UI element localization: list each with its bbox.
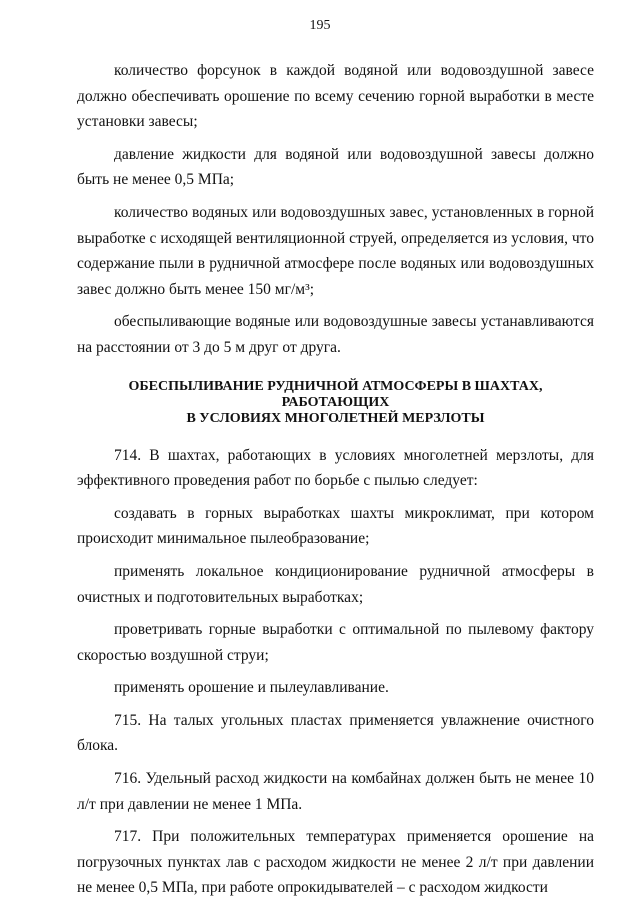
paragraph-irrigation: применять орошение и пылеулавливание. <box>114 679 389 697</box>
section-heading-line-2: В УСЛОВИЯХ МНОГОЛЕТНЕЙ МЕРЗЛОТЫ <box>186 410 485 426</box>
section-heading <box>77 379 594 427</box>
page-number: 195 <box>309 18 331 33</box>
paragraph-microclimate: создавать в горных выработках шахты микроклимат, при котором происходит минимальное пылеобразование; <box>77 504 594 548</box>
paragraph-pressure: давление жидкости для водяной или водовоздушной завесы должно быть не менее 0,5 МПа; <box>77 145 594 189</box>
paragraph-nozzles: количество форсунок в каждой водяной или водовоздушной завесе должно обеспечивать орошение по всему сечению горной выработки в месте установки завесы; <box>77 62 594 131</box>
paragraph-715: 715. На талых угольных пластах применяется увлажнение очистного блока. <box>77 711 594 755</box>
paragraph-curtain-spacing: обеспыливающие водяные или водовоздушные завесы устанавливаются на расстоянии от 3 до 5 м друг от друга. <box>77 313 594 356</box>
paragraph-717: 717. При положительных температурах применяется орошение на погрузочных пунктах лав с расходом жидкости не менее 2 л/т при давлении не менее 0,5 МПа, при работе опрокидывателей – с расходом жидкости <box>77 828 594 897</box>
section-heading-line-1: ОБЕСПЫЛИВАНИЕ РУДНИЧНОЙ АТМОСФЕРЫ В ШАХТАХ, РАБОТАЮЩИХ <box>128 378 543 410</box>
document-body <box>77 58 594 901</box>
paragraph-ventilation: проветривать горные выработки с оптимальной по пылевому фактору скоростью воздушной струи; <box>77 621 594 664</box>
paragraph-716: 716. Удельный расход жидкости на комбайнах должен быть не менее 10 л/т при давлении не менее 1 МПа. <box>77 770 594 813</box>
paragraph-curtain-count: количество водяных или водовоздушных завес, установленных в горной выработке с исходящей вентиляционной струей, определяется из условия, что содержание пыли в рудничной атмосфере после водяных или водовоздушных завес должно быть менее 150 мг/м³; <box>77 203 594 298</box>
paragraph-conditioning: применять локальное кондиционирование рудничной атмосферы в очистных и подготовительных выработках; <box>77 562 594 606</box>
paragraph-714: 714. В шахтах, работающих в условиях многолетней мерзлоты, для эффективного проведения работ по борьбе с пылью следует: <box>77 446 594 490</box>
